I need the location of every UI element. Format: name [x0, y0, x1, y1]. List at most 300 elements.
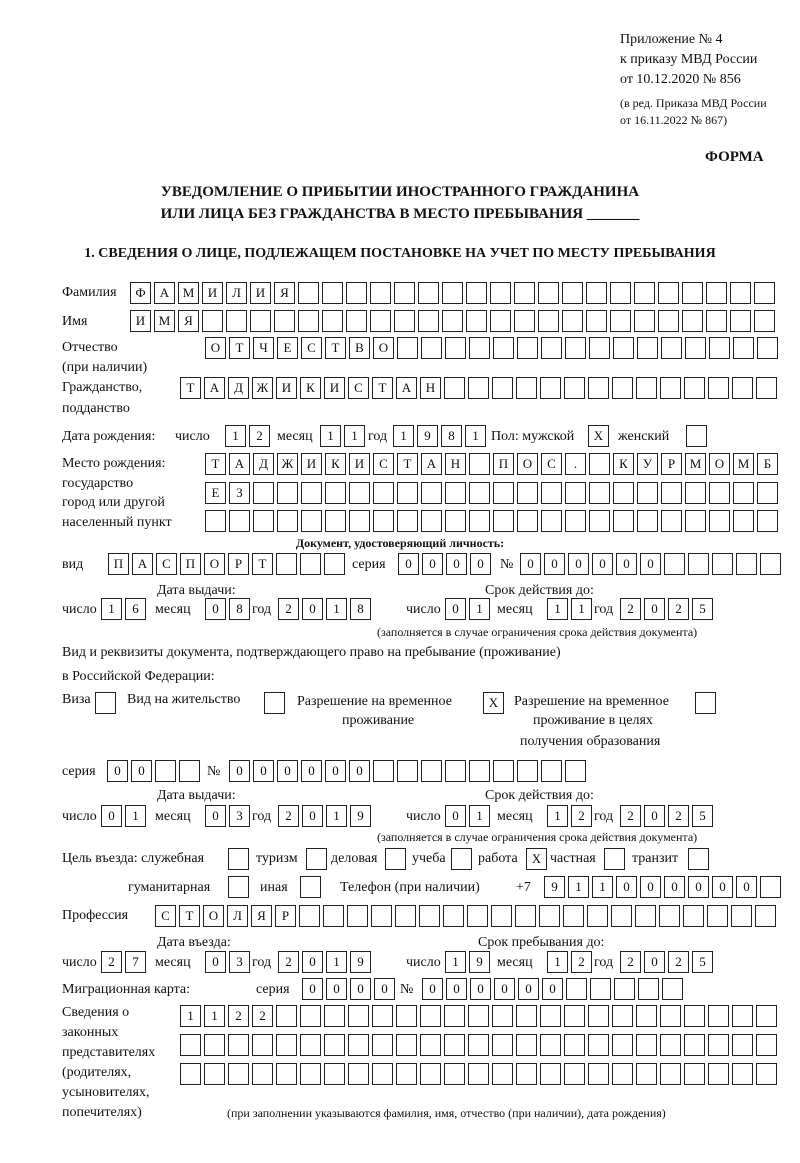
residence-checkbox[interactable]: [264, 692, 285, 714]
char-cell[interactable]: [419, 905, 440, 927]
char-cell[interactable]: [372, 1034, 393, 1056]
char-cell[interactable]: [276, 1034, 297, 1056]
birthplace-field-2[interactable]: [205, 482, 778, 504]
char-cell[interactable]: 0: [568, 553, 589, 575]
char-cell[interactable]: 0: [301, 760, 322, 782]
char-cell[interactable]: [250, 310, 271, 332]
char-cell[interactable]: 0: [398, 553, 419, 575]
char-cell[interactable]: [565, 482, 586, 504]
right-issue-year-field[interactable]: [278, 805, 371, 827]
char-cell[interactable]: [252, 1034, 273, 1056]
char-cell[interactable]: 3: [229, 805, 250, 827]
char-cell[interactable]: Я: [251, 905, 272, 927]
char-cell[interactable]: [395, 905, 416, 927]
char-cell[interactable]: [611, 905, 632, 927]
char-cell[interactable]: [516, 1034, 537, 1056]
char-cell[interactable]: 2: [101, 951, 122, 973]
char-cell[interactable]: [707, 905, 728, 927]
char-cell[interactable]: [661, 482, 682, 504]
id-number-field[interactable]: [520, 553, 781, 575]
char-cell[interactable]: Н: [445, 453, 466, 475]
id-issue-year-field[interactable]: [278, 598, 371, 620]
char-cell[interactable]: [662, 978, 683, 1000]
char-cell[interactable]: 0: [302, 805, 323, 827]
char-cell[interactable]: [586, 282, 607, 304]
char-cell[interactable]: Б: [757, 453, 778, 475]
char-cell[interactable]: [442, 310, 463, 332]
char-cell[interactable]: 2: [278, 598, 299, 620]
char-cell[interactable]: [754, 310, 775, 332]
edu-residence-checkbox[interactable]: [695, 692, 716, 714]
visa-checkbox[interactable]: [95, 692, 116, 714]
char-cell[interactable]: [695, 692, 716, 714]
char-cell[interactable]: [346, 310, 367, 332]
char-cell[interactable]: У: [637, 453, 658, 475]
char-cell[interactable]: 1: [320, 425, 341, 447]
purpose-work-checkbox[interactable]: [526, 848, 547, 870]
char-cell[interactable]: [226, 310, 247, 332]
char-cell[interactable]: [229, 510, 250, 532]
char-cell[interactable]: [276, 1005, 297, 1027]
char-cell[interactable]: [394, 310, 415, 332]
char-cell[interactable]: 0: [616, 553, 637, 575]
char-cell[interactable]: [467, 905, 488, 927]
char-cell[interactable]: [636, 377, 657, 399]
char-cell[interactable]: [588, 1034, 609, 1056]
char-cell[interactable]: [466, 310, 487, 332]
char-cell[interactable]: О: [517, 453, 538, 475]
char-cell[interactable]: [300, 1005, 321, 1027]
char-cell[interactable]: Т: [397, 453, 418, 475]
char-cell[interactable]: [757, 482, 778, 504]
char-cell[interactable]: 2: [571, 951, 592, 973]
char-cell[interactable]: 1: [344, 425, 365, 447]
char-cell[interactable]: [349, 510, 370, 532]
char-cell[interactable]: А: [204, 377, 225, 399]
char-cell[interactable]: [418, 282, 439, 304]
char-cell[interactable]: И: [324, 377, 345, 399]
id-valid-day-field[interactable]: [445, 598, 490, 620]
char-cell[interactable]: [421, 510, 442, 532]
char-cell[interactable]: 2: [252, 1005, 273, 1027]
id-issue-month-field[interactable]: [205, 598, 250, 620]
char-cell[interactable]: [634, 282, 655, 304]
char-cell[interactable]: [757, 510, 778, 532]
birth-year-field[interactable]: [393, 425, 486, 447]
char-cell[interactable]: И: [301, 453, 322, 475]
char-cell[interactable]: [373, 510, 394, 532]
char-cell[interactable]: 5: [692, 951, 713, 973]
char-cell[interactable]: [396, 1005, 417, 1027]
char-cell[interactable]: 0: [445, 598, 466, 620]
char-cell[interactable]: 0: [101, 805, 122, 827]
char-cell[interactable]: С: [156, 553, 177, 575]
char-cell[interactable]: [588, 1063, 609, 1085]
char-cell[interactable]: [732, 377, 753, 399]
char-cell[interactable]: [756, 1005, 777, 1027]
char-cell[interactable]: [396, 1063, 417, 1085]
reps-field-2[interactable]: [180, 1034, 777, 1056]
char-cell[interactable]: [155, 760, 176, 782]
char-cell[interactable]: [373, 482, 394, 504]
char-cell[interactable]: 0: [494, 978, 515, 1000]
char-cell[interactable]: Е: [277, 337, 298, 359]
char-cell[interactable]: [756, 377, 777, 399]
char-cell[interactable]: [397, 510, 418, 532]
char-cell[interactable]: И: [202, 282, 223, 304]
char-cell[interactable]: 0: [520, 553, 541, 575]
char-cell[interactable]: Т: [229, 337, 250, 359]
char-cell[interactable]: [277, 510, 298, 532]
char-cell[interactable]: [564, 1034, 585, 1056]
phone-field[interactable]: [544, 876, 781, 898]
char-cell[interactable]: О: [709, 453, 730, 475]
char-cell[interactable]: 0: [131, 760, 152, 782]
char-cell[interactable]: Ч: [253, 337, 274, 359]
char-cell[interactable]: [420, 1063, 441, 1085]
right-issue-day-field[interactable]: [101, 805, 146, 827]
char-cell[interactable]: [445, 337, 466, 359]
char-cell[interactable]: [564, 1063, 585, 1085]
char-cell[interactable]: 1: [326, 951, 347, 973]
char-cell[interactable]: [252, 1063, 273, 1085]
char-cell[interactable]: [324, 1005, 345, 1027]
char-cell[interactable]: [396, 1034, 417, 1056]
char-cell[interactable]: [614, 978, 635, 1000]
char-cell[interactable]: [637, 482, 658, 504]
char-cell[interactable]: Д: [228, 377, 249, 399]
char-cell[interactable]: [635, 905, 656, 927]
char-cell[interactable]: [658, 282, 679, 304]
char-cell[interactable]: [180, 1063, 201, 1085]
char-cell[interactable]: [637, 510, 658, 532]
char-cell[interactable]: Т: [372, 377, 393, 399]
char-cell[interactable]: [612, 1034, 633, 1056]
char-cell[interactable]: Т: [179, 905, 200, 927]
char-cell[interactable]: [301, 482, 322, 504]
char-cell[interactable]: [322, 310, 343, 332]
char-cell[interactable]: Е: [205, 482, 226, 504]
char-cell[interactable]: [563, 905, 584, 927]
char-cell[interactable]: 2: [668, 598, 689, 620]
char-cell[interactable]: С: [155, 905, 176, 927]
char-cell[interactable]: [664, 553, 685, 575]
purpose-official-checkbox[interactable]: [228, 848, 249, 870]
char-cell[interactable]: [708, 1034, 729, 1056]
char-cell[interactable]: К: [300, 377, 321, 399]
char-cell[interactable]: 1: [445, 951, 466, 973]
birth-month-field[interactable]: [320, 425, 365, 447]
char-cell[interactable]: [541, 760, 562, 782]
char-cell[interactable]: [515, 905, 536, 927]
char-cell[interactable]: [610, 310, 631, 332]
char-cell[interactable]: 1: [469, 598, 490, 620]
char-cell[interactable]: Я: [178, 310, 199, 332]
char-cell[interactable]: [517, 510, 538, 532]
char-cell[interactable]: [324, 1034, 345, 1056]
char-cell[interactable]: [442, 282, 463, 304]
char-cell[interactable]: Л: [227, 905, 248, 927]
char-cell[interactable]: [490, 310, 511, 332]
char-cell[interactable]: 1: [326, 805, 347, 827]
char-cell[interactable]: [589, 337, 610, 359]
char-cell[interactable]: 0: [205, 598, 226, 620]
char-cell[interactable]: 0: [446, 978, 467, 1000]
char-cell[interactable]: [469, 453, 490, 475]
char-cell[interactable]: [706, 282, 727, 304]
char-cell[interactable]: 1: [568, 876, 589, 898]
char-cell[interactable]: М: [154, 310, 175, 332]
char-cell[interactable]: 2: [668, 951, 689, 973]
char-cell[interactable]: [469, 510, 490, 532]
char-cell[interactable]: X: [526, 848, 547, 870]
char-cell[interactable]: [469, 337, 490, 359]
char-cell[interactable]: [706, 310, 727, 332]
char-cell[interactable]: [685, 510, 706, 532]
char-cell[interactable]: [613, 482, 634, 504]
char-cell[interactable]: 0: [688, 876, 709, 898]
char-cell[interactable]: 2: [668, 805, 689, 827]
char-cell[interactable]: 0: [644, 951, 665, 973]
char-cell[interactable]: 0: [374, 978, 395, 1000]
char-cell[interactable]: 0: [349, 760, 370, 782]
char-cell[interactable]: [493, 760, 514, 782]
char-cell[interactable]: Д: [253, 453, 274, 475]
char-cell[interactable]: [661, 510, 682, 532]
char-cell[interactable]: [373, 760, 394, 782]
char-cell[interactable]: [660, 1005, 681, 1027]
char-cell[interactable]: А: [421, 453, 442, 475]
char-cell[interactable]: Т: [205, 453, 226, 475]
char-cell[interactable]: [588, 377, 609, 399]
char-cell[interactable]: 1: [465, 425, 486, 447]
char-cell[interactable]: [541, 482, 562, 504]
char-cell[interactable]: [562, 310, 583, 332]
char-cell[interactable]: [491, 905, 512, 927]
char-cell[interactable]: [589, 453, 610, 475]
char-cell[interactable]: [253, 482, 274, 504]
char-cell[interactable]: [394, 282, 415, 304]
char-cell[interactable]: [731, 905, 752, 927]
char-cell[interactable]: [324, 1063, 345, 1085]
char-cell[interactable]: [517, 760, 538, 782]
char-cell[interactable]: .: [565, 453, 586, 475]
char-cell[interactable]: А: [132, 553, 153, 575]
char-cell[interactable]: 8: [441, 425, 462, 447]
id-series-field[interactable]: [398, 553, 491, 575]
char-cell[interactable]: [589, 510, 610, 532]
char-cell[interactable]: 7: [125, 951, 146, 973]
char-cell[interactable]: [421, 337, 442, 359]
stay-month-field[interactable]: [547, 951, 592, 973]
char-cell[interactable]: [540, 1005, 561, 1027]
char-cell[interactable]: 0: [302, 951, 323, 973]
purpose-transit-checkbox[interactable]: [688, 848, 709, 870]
char-cell[interactable]: 1: [180, 1005, 201, 1027]
char-cell[interactable]: [565, 337, 586, 359]
birth-day-field[interactable]: [225, 425, 270, 447]
char-cell[interactable]: [323, 905, 344, 927]
right-valid-month-field[interactable]: [547, 805, 592, 827]
citizenship-field[interactable]: [180, 377, 777, 399]
char-cell[interactable]: [264, 692, 285, 714]
char-cell[interactable]: З: [229, 482, 250, 504]
stay-year-field[interactable]: [620, 951, 713, 973]
char-cell[interactable]: [587, 905, 608, 927]
char-cell[interactable]: [661, 337, 682, 359]
char-cell[interactable]: [277, 482, 298, 504]
char-cell[interactable]: 0: [644, 805, 665, 827]
char-cell[interactable]: [539, 905, 560, 927]
char-cell[interactable]: [538, 282, 559, 304]
char-cell[interactable]: 2: [278, 805, 299, 827]
char-cell[interactable]: [708, 1005, 729, 1027]
char-cell[interactable]: [756, 1063, 777, 1085]
char-cell[interactable]: 2: [278, 951, 299, 973]
char-cell[interactable]: [565, 760, 586, 782]
char-cell[interactable]: [638, 978, 659, 1000]
birthplace-field-3[interactable]: [205, 510, 778, 532]
char-cell[interactable]: [421, 482, 442, 504]
char-cell[interactable]: Ф: [130, 282, 151, 304]
char-cell[interactable]: [444, 1005, 465, 1027]
char-cell[interactable]: С: [348, 377, 369, 399]
char-cell[interactable]: [684, 1034, 705, 1056]
char-cell[interactable]: [517, 337, 538, 359]
char-cell[interactable]: [538, 310, 559, 332]
char-cell[interactable]: 0: [446, 553, 467, 575]
char-cell[interactable]: X: [483, 692, 504, 714]
char-cell[interactable]: [444, 1034, 465, 1056]
char-cell[interactable]: 9: [417, 425, 438, 447]
char-cell[interactable]: [202, 310, 223, 332]
char-cell[interactable]: [490, 282, 511, 304]
char-cell[interactable]: [688, 553, 709, 575]
char-cell[interactable]: И: [349, 453, 370, 475]
char-cell[interactable]: [514, 310, 535, 332]
char-cell[interactable]: П: [493, 453, 514, 475]
char-cell[interactable]: [733, 337, 754, 359]
char-cell[interactable]: О: [373, 337, 394, 359]
char-cell[interactable]: [636, 1063, 657, 1085]
char-cell[interactable]: 0: [544, 553, 565, 575]
char-cell[interactable]: [757, 337, 778, 359]
char-cell[interactable]: [324, 553, 345, 575]
char-cell[interactable]: [370, 310, 391, 332]
char-cell[interactable]: [444, 1063, 465, 1085]
char-cell[interactable]: 9: [544, 876, 565, 898]
char-cell[interactable]: 1: [204, 1005, 225, 1027]
char-cell[interactable]: 9: [350, 951, 371, 973]
char-cell[interactable]: [493, 510, 514, 532]
char-cell[interactable]: Т: [325, 337, 346, 359]
purpose-humanitarian-checkbox[interactable]: [228, 876, 249, 898]
char-cell[interactable]: [348, 1034, 369, 1056]
char-cell[interactable]: 1: [547, 598, 568, 620]
char-cell[interactable]: [540, 1063, 561, 1085]
char-cell[interactable]: 6: [125, 598, 146, 620]
char-cell[interactable]: [325, 482, 346, 504]
char-cell[interactable]: [686, 425, 707, 447]
char-cell[interactable]: 0: [350, 978, 371, 1000]
char-cell[interactable]: Ж: [277, 453, 298, 475]
birthplace-field-1[interactable]: [205, 453, 778, 475]
char-cell[interactable]: [604, 848, 625, 870]
char-cell[interactable]: Р: [275, 905, 296, 927]
char-cell[interactable]: 0: [302, 598, 323, 620]
char-cell[interactable]: [708, 377, 729, 399]
temp-residence-checkbox[interactable]: [483, 692, 504, 714]
char-cell[interactable]: [347, 905, 368, 927]
reps-field-1[interactable]: [180, 1005, 777, 1027]
char-cell[interactable]: [492, 1005, 513, 1027]
char-cell[interactable]: А: [154, 282, 175, 304]
char-cell[interactable]: [397, 482, 418, 504]
purpose-business-checkbox[interactable]: [385, 848, 406, 870]
char-cell[interactable]: [610, 282, 631, 304]
char-cell[interactable]: А: [229, 453, 250, 475]
char-cell[interactable]: [660, 1034, 681, 1056]
char-cell[interactable]: [588, 1005, 609, 1027]
char-cell[interactable]: [732, 1005, 753, 1027]
char-cell[interactable]: [385, 848, 406, 870]
char-cell[interactable]: 0: [736, 876, 757, 898]
purpose-study-checkbox[interactable]: [451, 848, 472, 870]
char-cell[interactable]: [660, 1063, 681, 1085]
char-cell[interactable]: 1: [125, 805, 146, 827]
char-cell[interactable]: [299, 905, 320, 927]
right-valid-day-field[interactable]: [445, 805, 490, 827]
char-cell[interactable]: 1: [469, 805, 490, 827]
char-cell[interactable]: 1: [571, 598, 592, 620]
char-cell[interactable]: Р: [661, 453, 682, 475]
char-cell[interactable]: Н: [420, 377, 441, 399]
char-cell[interactable]: 0: [664, 876, 685, 898]
char-cell[interactable]: [276, 553, 297, 575]
char-cell[interactable]: 1: [592, 876, 613, 898]
char-cell[interactable]: [755, 905, 776, 927]
name-field[interactable]: [130, 310, 775, 332]
char-cell[interactable]: [469, 482, 490, 504]
char-cell[interactable]: [179, 760, 200, 782]
char-cell[interactable]: [688, 848, 709, 870]
reps-field-3[interactable]: [180, 1063, 777, 1085]
char-cell[interactable]: [300, 1034, 321, 1056]
char-cell[interactable]: 3: [229, 951, 250, 973]
char-cell[interactable]: 1: [393, 425, 414, 447]
char-cell[interactable]: 5: [692, 598, 713, 620]
char-cell[interactable]: 2: [620, 598, 641, 620]
char-cell[interactable]: 2: [249, 425, 270, 447]
char-cell[interactable]: [760, 876, 781, 898]
id-issue-day-field[interactable]: [101, 598, 146, 620]
char-cell[interactable]: [492, 1034, 513, 1056]
char-cell[interactable]: [709, 482, 730, 504]
char-cell[interactable]: [566, 978, 587, 1000]
entry-day-field[interactable]: [101, 951, 146, 973]
char-cell[interactable]: [516, 377, 537, 399]
char-cell[interactable]: [306, 848, 327, 870]
char-cell[interactable]: О: [203, 905, 224, 927]
char-cell[interactable]: С: [373, 453, 394, 475]
char-cell[interactable]: [468, 1063, 489, 1085]
char-cell[interactable]: [660, 377, 681, 399]
char-cell[interactable]: Т: [252, 553, 273, 575]
char-cell[interactable]: [204, 1063, 225, 1085]
char-cell[interactable]: X: [588, 425, 609, 447]
char-cell[interactable]: 1: [547, 805, 568, 827]
char-cell[interactable]: [612, 377, 633, 399]
